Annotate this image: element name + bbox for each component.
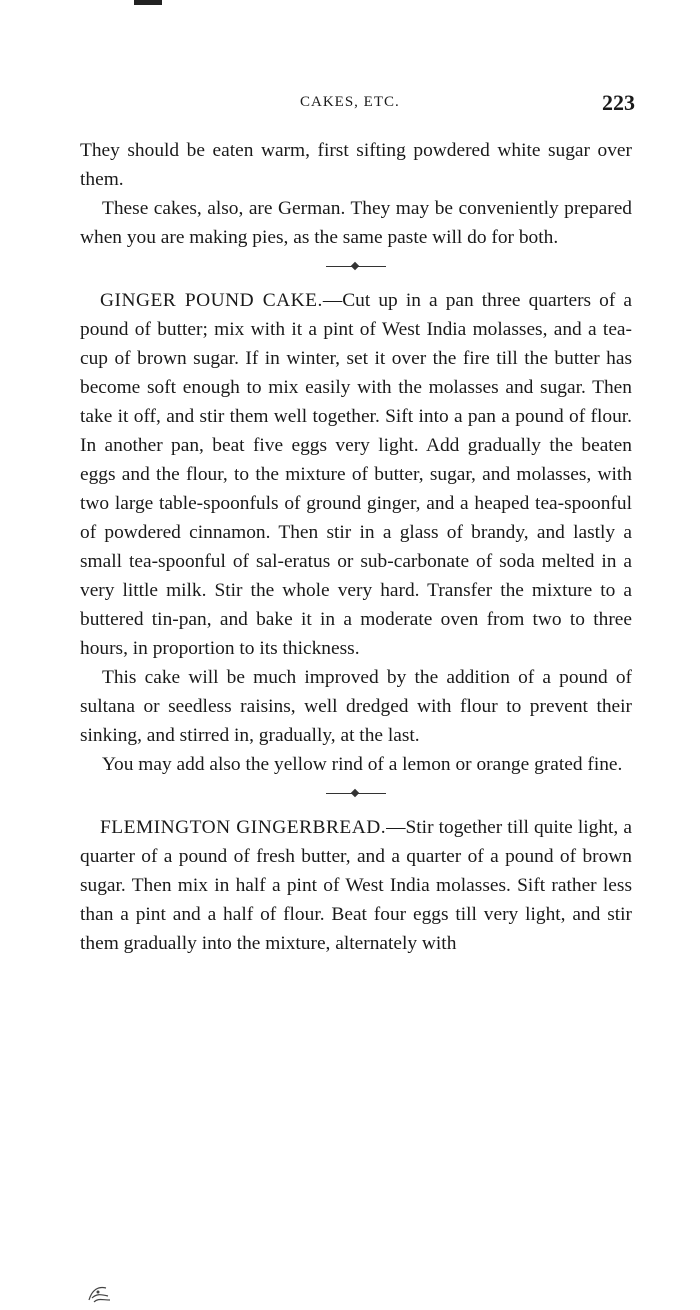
recipe-text: —Cut up in a pan three quarters of a pound of butter; mix with it a pint of West India molasses, and a tea-cup of brown sugar. If in winter, set it over the fire till the butter has become soft enough to mix easily with the molasses and sugar. Then take it off, and stir them well together. Sift into a pan a pound of flour. In another pan, beat five eggs very light. Add gradually the beaten eggs and the flour, to the mixture of butter, sugar, and molasses, with two large table-spoonfuls of ground ginger, and a heaped tea-spoonful of powdered cinnamon. Then stir in a glass of brandy, and lastly a small tea-spoonful of sal-eratus or sub-carbonate of soda melted in a very little milk. Stir the whole very hard. Transfer the mixture to a buttered tin-pan, and bake it in a moderate oven from two to three hours, in proportion to its thickness. (80, 290, 633, 659)
section-divider (326, 781, 386, 807)
divider-diamond-icon (351, 262, 359, 270)
recipe-ginger-pound-cake (80, 286, 632, 663)
flourish-ornament-icon (86, 1282, 112, 1304)
top-edge-mark (134, 0, 162, 5)
divider-diamond-icon (351, 789, 359, 797)
page-number: 223 (602, 90, 635, 115)
running-title: CAKES, ETC. (300, 94, 400, 110)
recipe-text: —Stir together till quite light, a quarter of a pound of fresh butter, and a quarter of a pound of brown sugar. Then mix in half a pint of West India molasses. Sift rather less than a pint and a half of flour. Beat four eggs till very light, and stir them gradually into the mixture, alternately with (80, 817, 632, 954)
running-header (80, 90, 635, 120)
paragraph-continuation: They should be eaten warm, first sifting powdered white sugar over them. (80, 140, 632, 190)
paragraph-german-cakes: These cakes, also, are German. They may be conveniently prepared when you are making pies, as the same paste will do for both. (80, 198, 632, 248)
paragraph-lemon-rind: You may add also the yellow rind of a lemon or orange grated fine. (102, 754, 623, 775)
recipe-flemington-gingerbread (80, 813, 632, 958)
page-body (80, 136, 632, 958)
section-divider (326, 254, 386, 280)
recipe-title: GINGER POUND CAKE. (100, 290, 323, 311)
recipe-title: FLEMINGTON GINGERBREAD. (100, 817, 387, 838)
paragraph-raisins: This cake will be much improved by the addition of a pound of sultana or seedless raisins, well dredged with flour to prevent their sinking, and stirred in, gradually, at the last. (80, 667, 632, 746)
